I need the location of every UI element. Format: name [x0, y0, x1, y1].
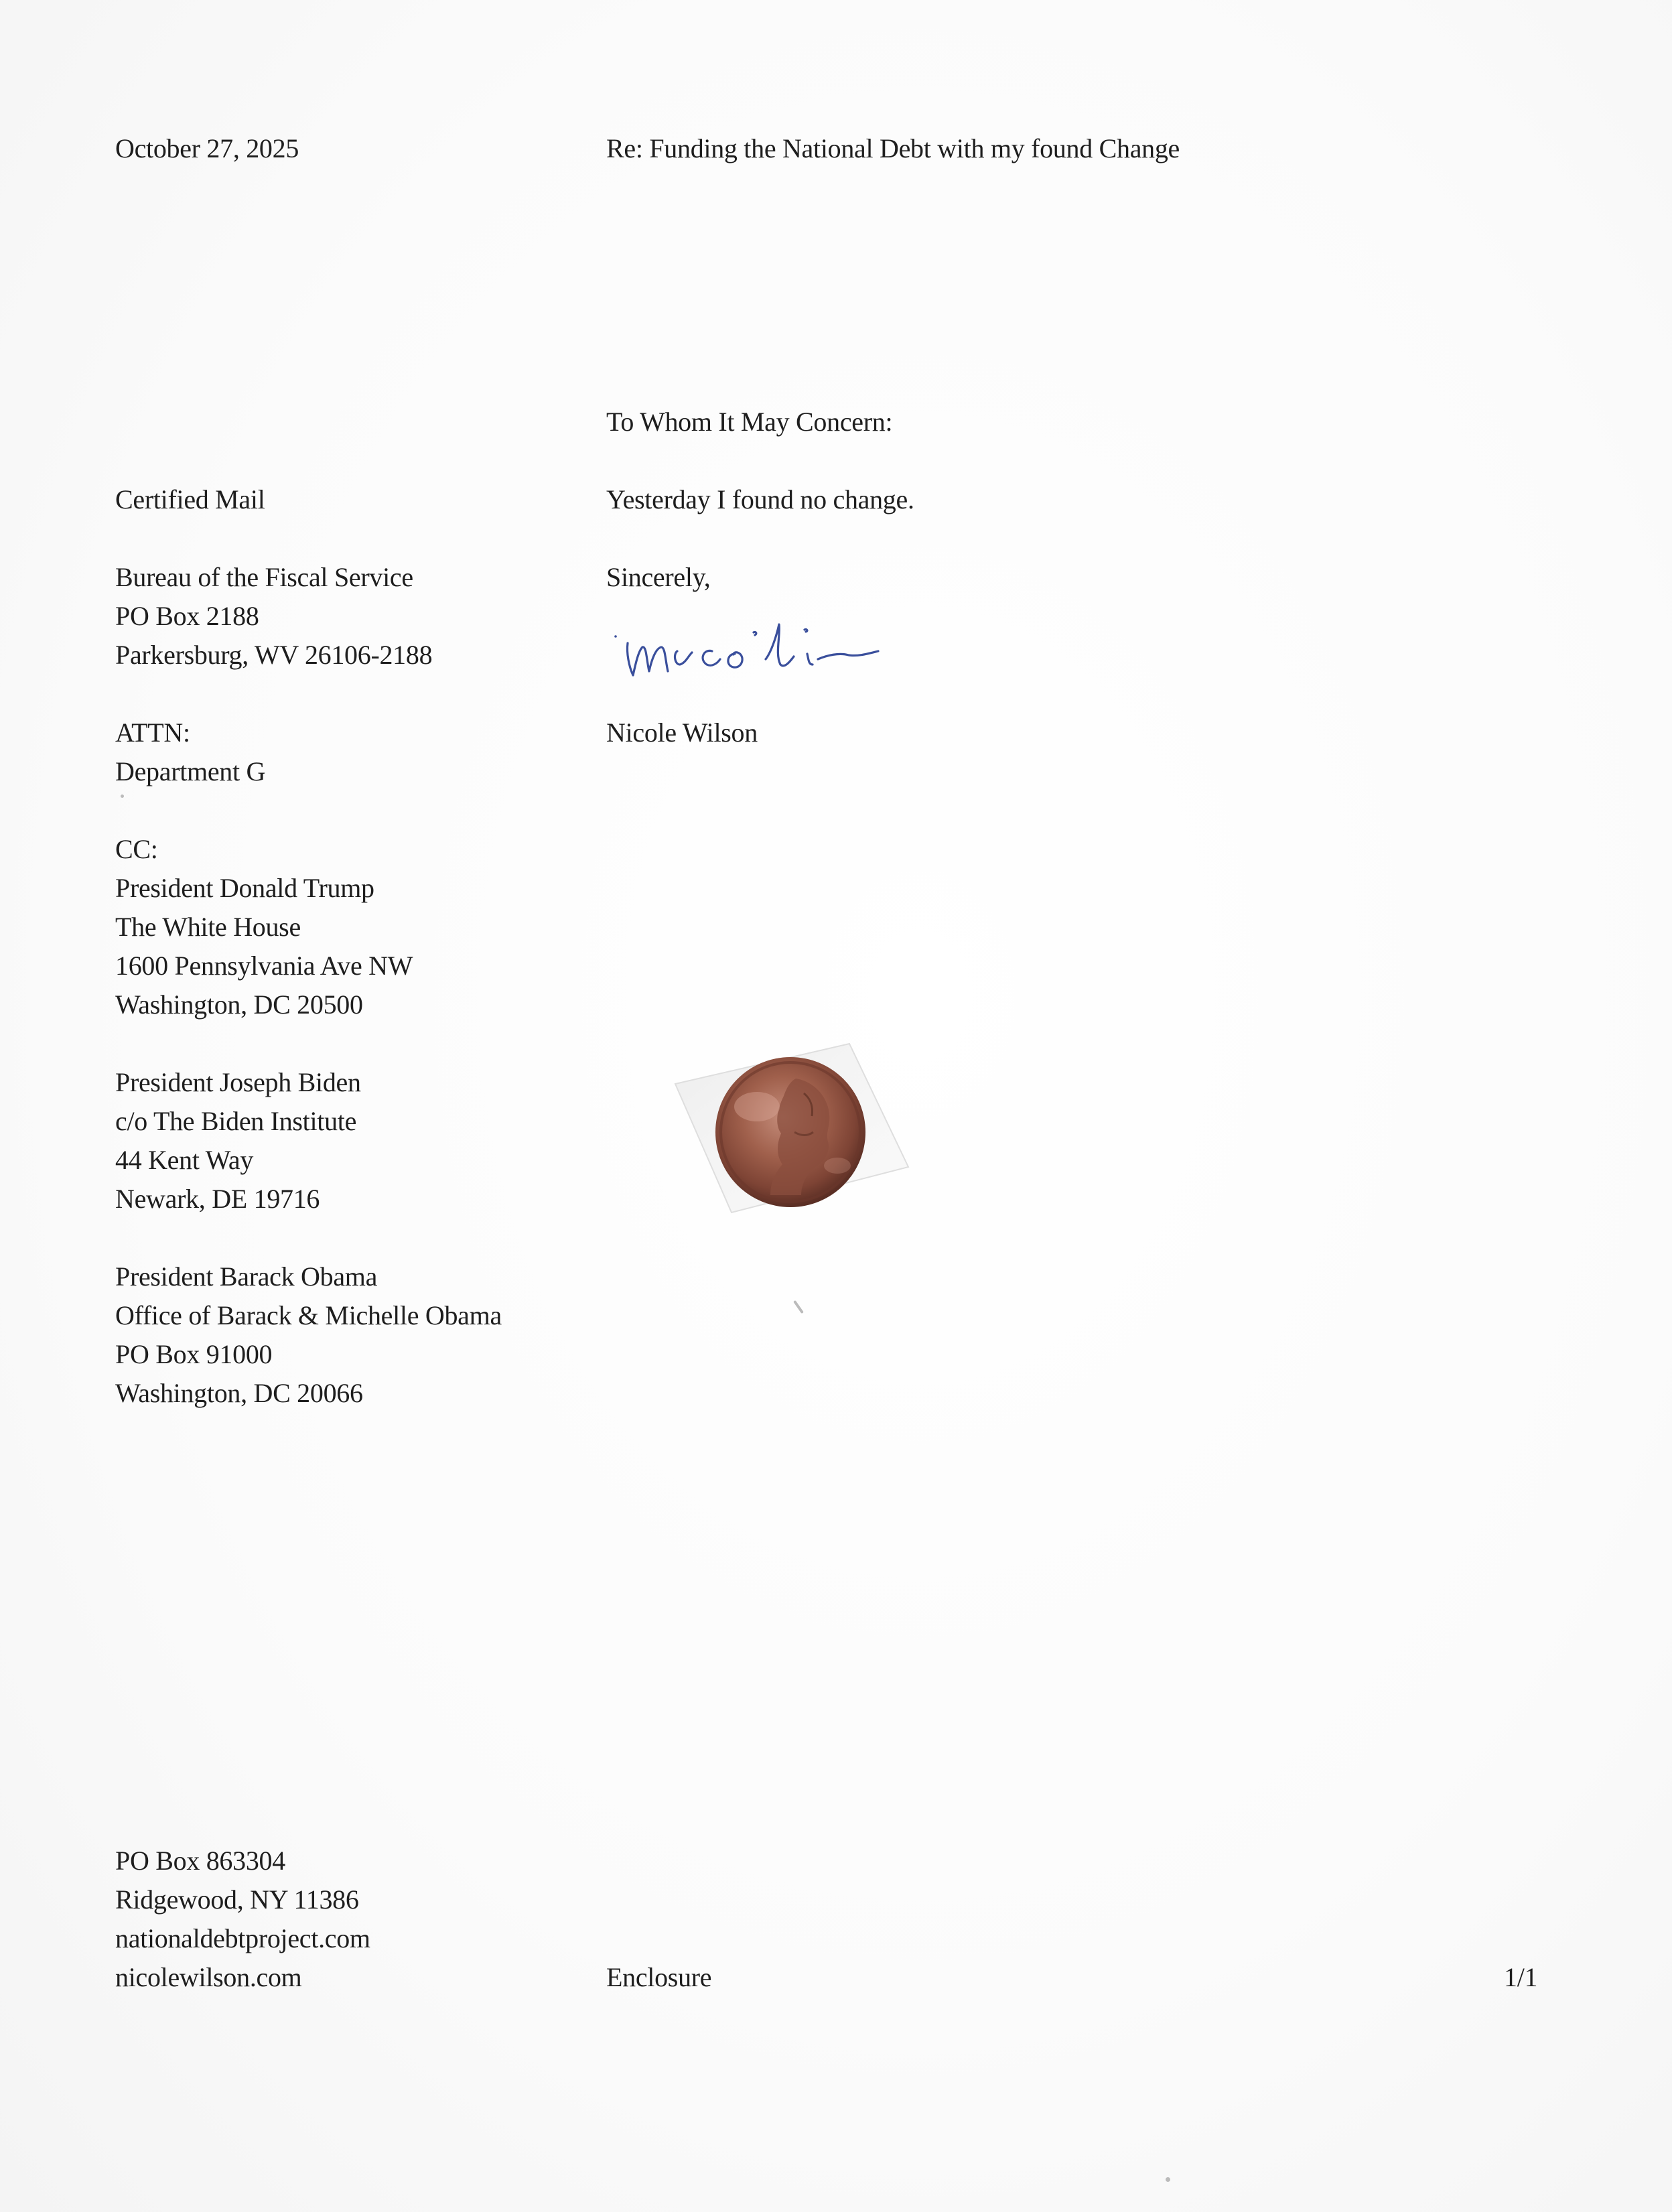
letter-subject: Re: Funding the National Debt with my found Change [606, 133, 1180, 163]
letter-date: October 27, 2025 [115, 133, 299, 163]
cc-biden-address [115, 1063, 361, 1219]
closing: Sincerely, [606, 562, 711, 592]
scan-artifact [1166, 2177, 1170, 2182]
copper-penny-icon [670, 1032, 911, 1233]
return-address [115, 1842, 370, 1997]
letter-message: Yesterday I found no change. [606, 484, 914, 514]
recipient-po-box: PO Box 2188 [115, 601, 259, 631]
attention-block [115, 713, 265, 791]
scan-artifact [793, 1300, 804, 1314]
certified-mail-label: Certified Mail [115, 484, 265, 514]
website-national-debt: nationaldebtproject.com [115, 1923, 370, 1953]
signer-name: Nicole Wilson [606, 717, 758, 748]
attn-department: Department G [115, 756, 266, 786]
return-po-box: PO Box 863304 [115, 1846, 285, 1876]
website-personal: nicolewilson.com [115, 1962, 302, 1992]
cc-biden-line3: 44 Kent Way [115, 1145, 254, 1175]
cc-trump-line4: Washington, DC 20500 [115, 989, 363, 1020]
cc-obama-line2: Office of Barack & Michelle Obama [115, 1300, 502, 1330]
cc-trump-name: President Donald Trump [115, 873, 374, 903]
page-number: 1/1 [1504, 1962, 1538, 1992]
enclosure-note: Enclosure [606, 1962, 712, 1992]
recipient-address [115, 558, 432, 675]
cc-obama-line4: Washington, DC 20066 [115, 1378, 363, 1408]
cc-trump-line3: 1600 Pennsylvania Ave NW [115, 951, 413, 981]
handwritten-signature [613, 590, 894, 697]
scan-artifact [121, 794, 124, 798]
cc-biden-line4: Newark, DE 19716 [115, 1184, 320, 1214]
enclosed-penny [670, 1032, 911, 1233]
cc-obama-line3: PO Box 91000 [115, 1339, 273, 1369]
cc-trump-address [115, 869, 413, 1024]
recipient-city: Parkersburg, WV 26106-2188 [115, 640, 433, 670]
cc-biden-name: President Joseph Biden [115, 1067, 361, 1097]
cc-biden-line2: c/o The Biden Institute [115, 1106, 357, 1136]
recipient-name: Bureau of the Fiscal Service [115, 562, 413, 592]
cc-obama-name: President Barack Obama [115, 1261, 378, 1292]
cc-obama-address [115, 1257, 502, 1413]
salutation: To Whom It May Concern: [606, 407, 893, 437]
attn-label: ATTN: [115, 717, 190, 748]
cc-trump-line2: The White House [115, 912, 301, 942]
cc-label: CC: [115, 834, 158, 864]
return-city: Ridgewood, NY 11386 [115, 1884, 359, 1915]
